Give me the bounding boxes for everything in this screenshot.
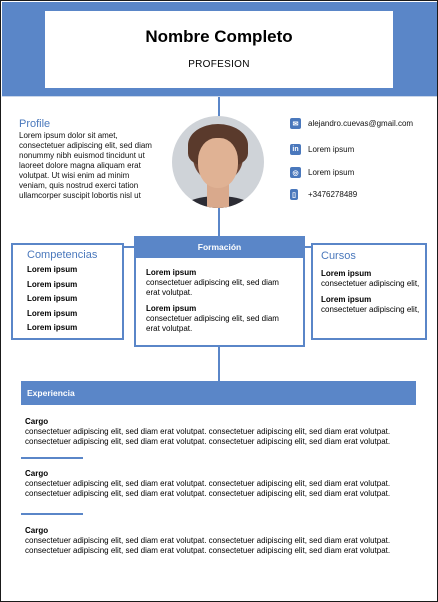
job-title: Cargo [25,417,49,426]
connector-formacion-to-exp [218,346,220,382]
competencia-item: Lorem ipsum [27,323,78,332]
profile-line: veniam, quis nostrud exerci tation [19,181,139,190]
linkedin-text: Lorem ipsum [308,145,355,154]
job-title: Cargo [25,469,49,478]
competencias-list [27,263,122,336]
curso-entry-title: Lorem ipsum [321,269,372,278]
profile-text [19,131,169,201]
competencia-item: Lorem ipsum [27,265,78,274]
competencias-title: Competencias [27,249,98,261]
competencia-item: Lorem ipsum [27,279,78,289]
formacion-title: Formación [134,236,305,258]
formacion-entry-title: Lorem ipsum [146,304,197,313]
phone-text: +3476278489 [308,190,358,199]
full-name: Nombre Completo [145,27,293,46]
formacion-entry-line: erat volutpat. [146,288,193,297]
profile-line: ullamcorper suscipit lobortis nisl ut [19,191,141,200]
profile-line: consectetuer adipiscing elit, sed diam [19,141,152,150]
job-separator [21,457,83,459]
profile-line: nonummy nibh euismod tincidunt ut [19,151,145,160]
name-box [45,11,393,88]
job-line: consectetuer adipiscing elit, sed diam erat volutpat. consectetuer adipiscing elit, sed diam erat volutpat. [25,546,391,555]
profession: PROFESION [188,59,250,70]
profile-line: laoreet dolore magna aliquam erat [19,161,141,170]
job-separator [21,513,83,515]
experiencia-title: Experiencia [21,381,416,405]
formacion-entries [146,268,302,334]
linkedin-icon: in [290,144,301,155]
profile-line: volutpat. Ut wisi enim ad minim [19,171,130,180]
job-line: consectetuer adipiscing elit, sed diam erat volutpat. consectetuer adipiscing elit, sed diam erat volutpat. [25,479,391,488]
profile-line: Lorem ipsum dolor sit amet, [19,131,118,140]
phone-icon: ▯ [290,189,298,200]
job-line: consectetuer adipiscing elit, sed diam erat volutpat. consectetuer adipiscing elit, sed diam erat volutpat. [25,427,391,436]
contact-phone[interactable] [290,189,357,200]
email-icon: ✉ [290,118,301,129]
contact-linkedin[interactable] [290,144,354,155]
contact-email[interactable] [290,118,413,129]
competencia-item: Lorem ipsum [27,294,78,303]
profile-title: Profile [19,118,51,130]
job-entry [25,526,417,556]
job-line: consectetuer adipiscing elit, sed diam erat volutpat. consectetuer adipiscing elit, sed diam erat volutpat. [25,536,391,545]
photo-face [198,138,238,188]
curso-entry-line: consectetuer adipiscing elit, [321,279,420,288]
job-line: consectetuer adipiscing elit, sed diam erat volutpat. consectetuer adipiscing elit, sed diam erat volutpat. [25,489,391,498]
curso-entry-title: Lorem ipsum [321,295,372,304]
job-line: consectetuer adipiscing elit, sed diam erat volutpat. consectetuer adipiscing elit, sed diam erat volutpat. [25,437,391,446]
competencia-item: Lorem ipsum [27,308,78,318]
formacion-entry-title: Lorem ipsum [146,268,197,277]
contact-instagram[interactable] [290,167,354,178]
instagram-icon: ◎ [290,167,301,178]
job-entry [25,417,417,447]
header-underline [2,96,437,97]
curso-entry-line: consectetuer adipiscing elit, [321,305,420,314]
profile-photo [172,116,264,208]
connector-top [218,96,220,118]
formacion-entry-line: consectetuer adipiscing elit, sed diam [146,314,279,323]
formacion-entry-line: consectetuer adipiscing elit, sed diam [146,278,279,287]
formacion-entry-line: erat volutpat. [146,324,193,333]
job-entry [25,469,417,499]
competencias-box [11,243,124,340]
connector-photo-to-formacion [218,207,220,237]
job-title: Cargo [25,526,49,535]
cursos-box [311,243,427,340]
cursos-title: Cursos [321,250,356,262]
email-text: alejandro.cuevas@gmail.com [308,119,414,128]
instagram-text: Lorem ipsum [308,168,355,177]
